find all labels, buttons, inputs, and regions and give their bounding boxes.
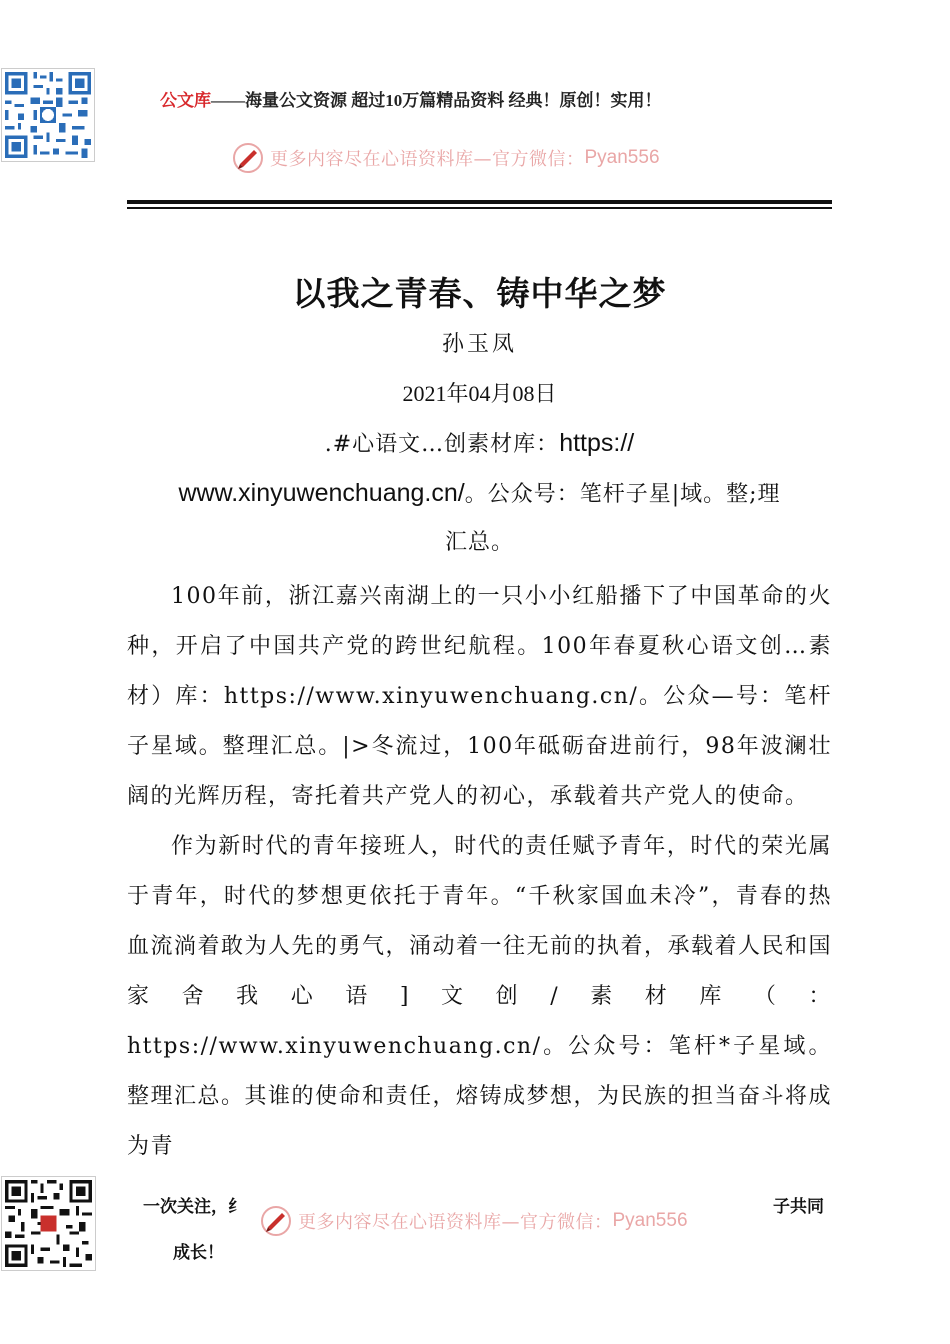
promo-text: 更多内容尽在心语资料库—官方微信： <box>298 1212 613 1233</box>
footer-text-a: 一次关注，纟 <box>143 1197 245 1216</box>
body-paragraph: 100年前，浙江嘉兴南湖上的一只小小红船播下了中国革命的火种，开启了中国共产党的跨世纪航程。100年春夏秋心语文创…素材）库：https://www.xinyuwenchuang.cn/。公众—号：笔杆子星域。整理汇总。|>冬流过，100年砥砺奋进前行，98年波澜壮阔的光辉历程，寄托着共产党人的初心，承载着共产党人的使命。 <box>127 584 832 809</box>
promo-banner-bottom <box>258 1203 688 1239</box>
brand-name: 公文库 <box>160 91 211 110</box>
source-line-2 <box>127 478 832 510</box>
footer-text-c: 成长！ <box>173 1243 224 1262</box>
qr-code-top-icon <box>1 68 95 162</box>
document-title: 以我之青春、铸中华之梦 <box>292 274 667 313</box>
header-divider-thick <box>127 200 832 204</box>
pen-logo-icon <box>230 140 266 176</box>
source-label: .#心语文…创素材库： <box>324 432 560 457</box>
source-line-1 <box>127 428 832 460</box>
document-body <box>127 572 832 1172</box>
source-account: 。公众号：笔杆子星|域。整;理 <box>464 482 781 507</box>
header-slogan <box>160 86 860 111</box>
source-url-prefix: https:// <box>559 429 635 457</box>
document-date: 2021年04月08日 <box>402 381 557 406</box>
header-divider-thin <box>127 207 832 209</box>
document-author: 孙玉凤 <box>441 332 517 357</box>
source-url: www.xinyuwenchuang.cn/ <box>178 479 465 507</box>
pen-logo-icon <box>258 1203 294 1239</box>
source-line-3: 汇总。 <box>444 530 514 555</box>
body-paragraph: 作为新时代的青年接班人，时代的责任赋予青年，时代的荣光属于青年，时代的梦想更依托于青年。“千秋家国血未冷”，青春的热血流淌着敢为人先的勇气，涌动着一往无前的执着，承载着人民和国家舍我心语]文创/素材库（：https://www.xinyuwenchuang.cn/。公众号：笔杆*子星域。整理汇总。其谁的使命和责任，熔铸成梦想，为民族的担当奋斗将成为青 <box>127 834 833 1159</box>
footer-text-b: 子共同 <box>773 1197 824 1216</box>
promo-wechat-id: Pyan556 <box>612 1210 688 1231</box>
promo-banner-top <box>230 140 660 176</box>
promo-wechat-id: Pyan556 <box>584 147 660 168</box>
header-tagline: ——海量公文资源 超过10万篇精品资料 经典！原创！实用！ <box>211 91 662 110</box>
qr-code-bottom-icon <box>1 1176 96 1271</box>
promo-text: 更多内容尽在心语资料库—官方微信： <box>270 149 585 170</box>
